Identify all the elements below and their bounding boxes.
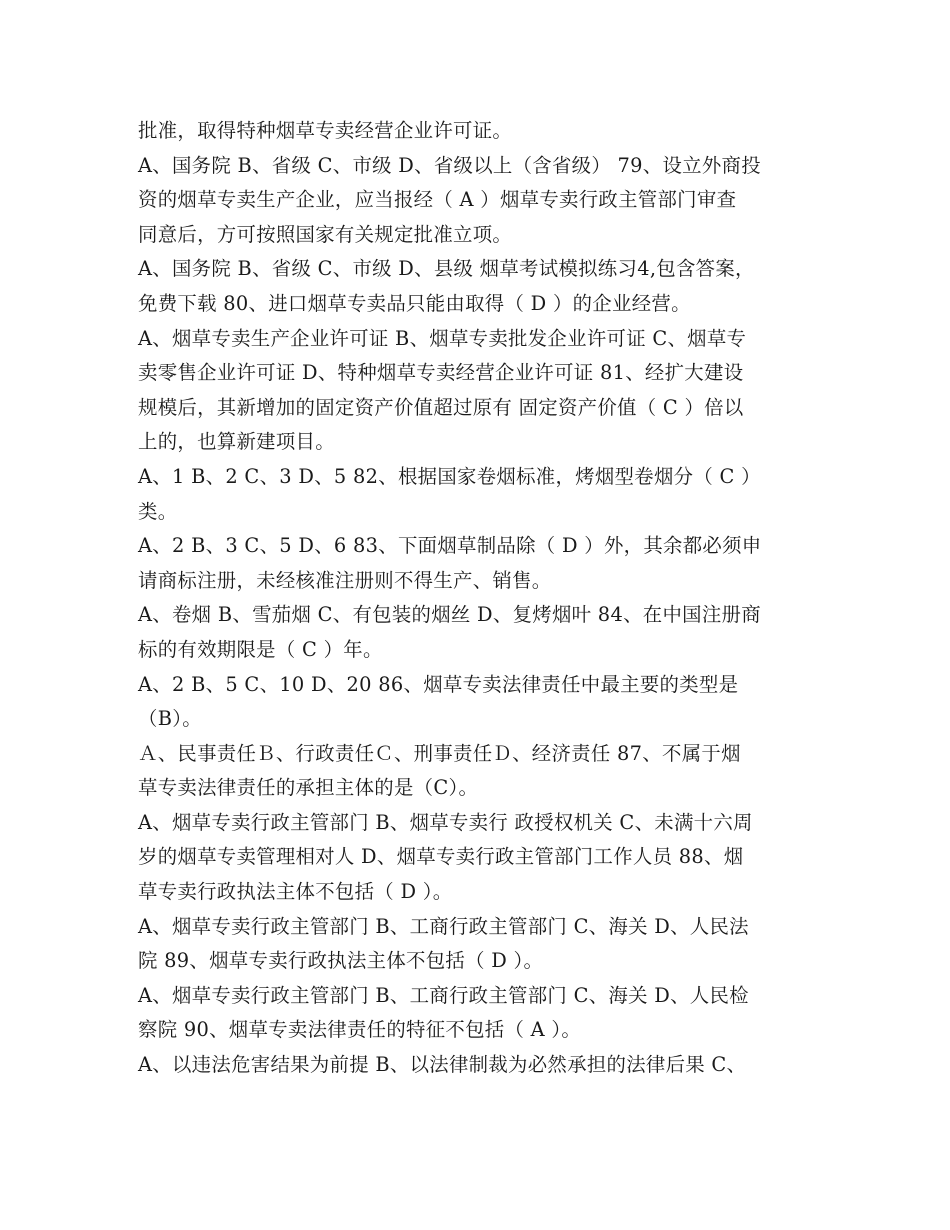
text-line: 资的烟草专卖生产企业，应当报经（ A ）烟草专卖行政主管部门审查 — [138, 188, 737, 212]
text-line: （B）。 — [138, 707, 202, 731]
text-line: A、2 B、3 C、5 D、6 83、下面烟草制品除（ D ）外，其余都必须申 — [138, 534, 762, 558]
text-line: 察院 90、烟草专卖法律责任的特征不包括（ A ）。 — [138, 1018, 582, 1042]
text-line: 同意后，方可按照国家有关规定批准立项。 — [138, 222, 513, 246]
document-body — [138, 114, 818, 1083]
text-line: A、烟草专卖行政主管部门 B、烟草专卖行 政授权机关 C、未满十六周 — [138, 810, 753, 834]
text-line: A、国务院 B、省级 C、市级 D、县级 烟草考试模拟练习4,包含答案， — [138, 257, 755, 281]
text-line: A、烟草专卖生产企业许可证 B、烟草专卖批发企业许可证 C、烟草专 — [138, 326, 747, 350]
text-line: 岁的烟草专卖管理相对人 D、烟草专卖行政主管部门工作人员 88、烟 — [138, 845, 744, 869]
text-line: 上的，也算新建项目。 — [138, 430, 335, 454]
text-line: 院 89、烟草专卖行政执法主体不包括（ D ）。 — [138, 949, 544, 973]
text-line: 标的有效期限是（ C ）年。 — [138, 637, 383, 661]
text-line: 免费下载 80、进口烟草专卖品只能由取得（ D ）的企业经营。 — [138, 291, 691, 315]
text-line: 规模后，其新增加的固定资产价值超过原有 固定资产价值（ C ）倍以 — [138, 395, 744, 419]
text-line: A、烟草专卖行政主管部门 B、工商行政主管部门 C、海关 D、人民检 — [138, 983, 749, 1007]
text-line: Ａ、民事责任Ｂ、行政责任Ｃ、刑事责任Ｄ、经济责任 87、不属于烟 — [138, 741, 741, 765]
text-line: 类。 — [138, 499, 178, 523]
text-line: A、以违法危害结果为前提 B、以法律制裁为必然承担的法律后果 C、 — [138, 1053, 747, 1077]
text-line: 草专卖法律责任的承担主体的是（C）。 — [138, 776, 479, 800]
text-line: 卖零售企业许可证 D、特种烟草专卖经营企业许可证 81、经扩大建设 — [138, 361, 744, 385]
text-line: A、2 B、5 C、10 D、20 86、烟草专卖法律责任中最主要的类型是 — [138, 672, 739, 696]
text-line: 请商标注册，未经核准注册则不得生产、销售。 — [138, 568, 552, 592]
text-line: 草专卖行政执法主体不包括（ D ）。 — [138, 880, 453, 904]
text-line: A、卷烟 B、雪茄烟 C、有包装的烟丝 D、复烤烟叶 84、在中国注册商 — [138, 603, 761, 627]
text-line: 批准，取得特种烟草专卖经营企业许可证。 — [138, 119, 513, 142]
text-line: A、烟草专卖行政主管部门 B、工商行政主管部门 C、海关 D、人民法 — [138, 914, 749, 938]
text-line: A、1 B、2 C、3 D、5 82、根据国家卷烟标准，烤烟型卷烟分（ C ） — [138, 464, 761, 488]
text-line: A、国务院 B、省级 C、市级 D、省级以上（含省级） 79、设立外商投 — [138, 153, 761, 177]
